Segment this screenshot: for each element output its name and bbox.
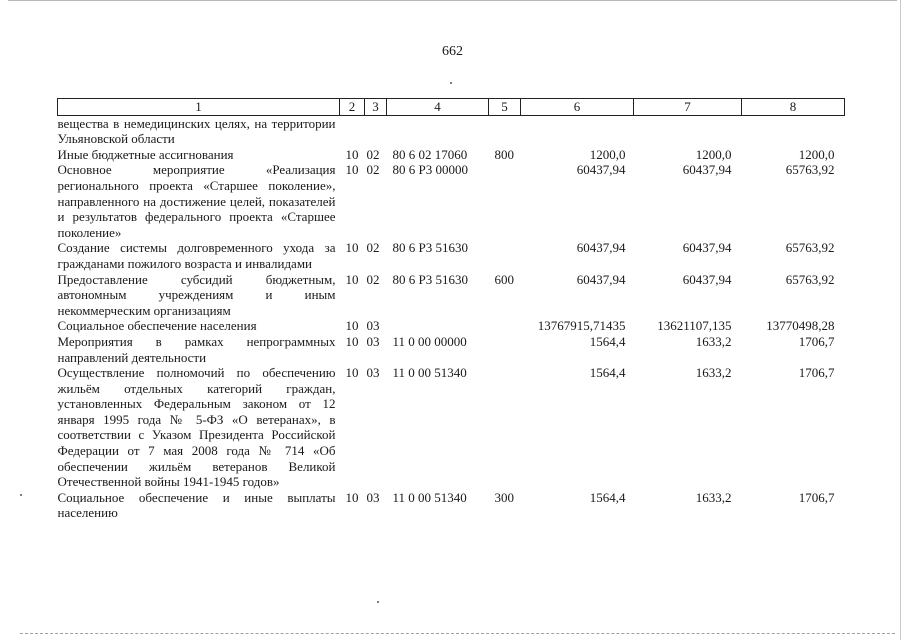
amount-col-8: 1200,0 [798,146,835,162]
expense-type-code [489,115,521,147]
row-name: Создание системы долговременного ухода за гражданами пожилого возраста и инвалидами [57,240,336,271]
table-row [58,334,845,365]
amount-col-6: 13767915,71435 [537,318,626,334]
amount-col-7: 1200,0 [695,146,732,162]
section-code: 10 [345,162,359,178]
row-name: Социальное обеспечение и иные выплаты населению [57,489,336,521]
section-code: 10 [345,240,359,256]
subsection-code: 03 [366,318,380,334]
amount-col-6 [521,115,634,147]
target-article-code: 80 6 02 17060 [392,146,468,162]
subsection-code: 02 [366,162,380,178]
subsection-code: 02 [366,271,380,287]
target-article-code: 11 0 00 00000 [392,333,467,349]
table-row [58,147,845,163]
section-code: 10 [345,333,359,349]
row-name: вещества в немедицинских целях, на территории Ульяновской области [57,115,336,147]
scan-speck [377,601,379,603]
amount-col-8 [742,115,845,147]
target-article-code [387,318,489,334]
expense-type-code: 300 [494,489,514,505]
expense-type-code: 600 [494,271,514,287]
scan-speck [20,494,22,496]
row-name: Предоставление субсидий бюджетным, автономным учреждениям и иным некоммерческим организациям [57,271,336,318]
amount-col-6: 60437,94 [576,162,626,178]
scan-edge-right [900,0,901,640]
target-article-code: 11 0 00 51340 [392,365,467,381]
column-header: 2 [340,99,365,116]
amount-col-6: 1564,4 [589,365,626,381]
row-name: Социальное обеспечение населения [57,318,257,334]
column-header: 3 [365,99,387,116]
section-code: 10 [345,271,359,287]
row-name: Иные бюджетные ассигнования [57,146,234,162]
amount-col-7 [634,115,742,147]
row-name: Мероприятия в рамках непрограммных направлений деятельности [57,333,336,365]
scan-edge-bottom [20,633,895,634]
table-header-row [58,99,845,116]
row-name: Основное мероприятие «Реализация регионального проекта «Старшее поколение», направленного на достижение целей, показателей и результатов федерального проекта «Старшее поколение» [57,162,336,240]
target-article-code: 80 6 P3 00000 [392,162,468,178]
amount-col-6: 1564,4 [589,333,626,349]
amount-col-8: 1706,7 [798,333,835,349]
column-header: 1 [58,99,340,116]
amount-col-8: 65763,92 [785,271,835,287]
target-article-code: 80 6 P3 51630 [392,240,468,256]
amount-col-8: 1706,7 [798,489,835,505]
subsection-code: 02 [366,240,380,256]
section-code: 10 [345,146,359,162]
subsection-code [365,115,387,147]
amount-col-7: 1633,2 [695,365,732,381]
expense-type-code [489,240,521,271]
amount-col-7: 1633,2 [695,489,732,505]
column-header: 7 [634,99,742,116]
amount-col-8: 13770498,28 [766,318,835,334]
subsection-code: 03 [366,365,380,381]
amount-col-7: 60437,94 [682,162,732,178]
table-row [58,115,845,147]
page-number: 662 [442,44,463,59]
row-name: Осуществление полномочий по обеспечению жильём отдельных категорий граждан, установленных Федеральным законом от 12 января 1995 года № 5-ФЗ «О ветеранах», в соответствии с Указом Президента Российской Федерации от 7 мая 2008 года № 714 «Об обеспечении жильём ветеранов Великой Отечественной войны 1941-1945 годов» [57,365,336,490]
target-article-code: 11 0 00 51340 [392,489,467,505]
expense-type-code [489,162,521,240]
amount-col-6: 60437,94 [576,271,626,287]
section-code: 10 [345,489,359,505]
budget-table [57,98,845,521]
expense-type-code [489,334,521,365]
amount-col-6: 60437,94 [576,240,626,256]
amount-col-7: 13621107,135 [657,318,732,334]
section-code [340,115,365,147]
expense-type-code [489,318,521,334]
amount-col-6: 1564,4 [589,489,626,505]
table-row [58,240,845,271]
target-article-code: 80 6 P3 51630 [392,271,468,287]
table-row [58,318,845,334]
section-code: 10 [345,318,359,334]
expense-type-code [489,365,521,490]
amount-col-7: 60437,94 [682,271,732,287]
amount-col-8: 65763,92 [785,162,835,178]
table-row [58,162,845,240]
amount-col-8: 65763,92 [785,240,835,256]
column-header: 5 [489,99,521,116]
section-code: 10 [345,365,359,381]
expense-type-code: 800 [494,146,514,162]
amount-col-7: 1633,2 [695,333,732,349]
subsection-code: 02 [366,146,380,162]
amount-col-6: 1200,0 [589,146,626,162]
subsection-code: 03 [366,333,380,349]
amount-col-7: 60437,94 [682,240,732,256]
column-header: 4 [387,99,489,116]
amount-col-8: 1706,7 [798,365,835,381]
column-header: 6 [521,99,634,116]
table-row [58,272,845,319]
scan-speck [450,82,452,84]
target-article-code [387,115,489,147]
table-row [58,365,845,490]
scan-edge-top [8,0,897,1]
subsection-code: 03 [366,489,380,505]
table-row [58,490,845,521]
column-header: 8 [742,99,845,116]
